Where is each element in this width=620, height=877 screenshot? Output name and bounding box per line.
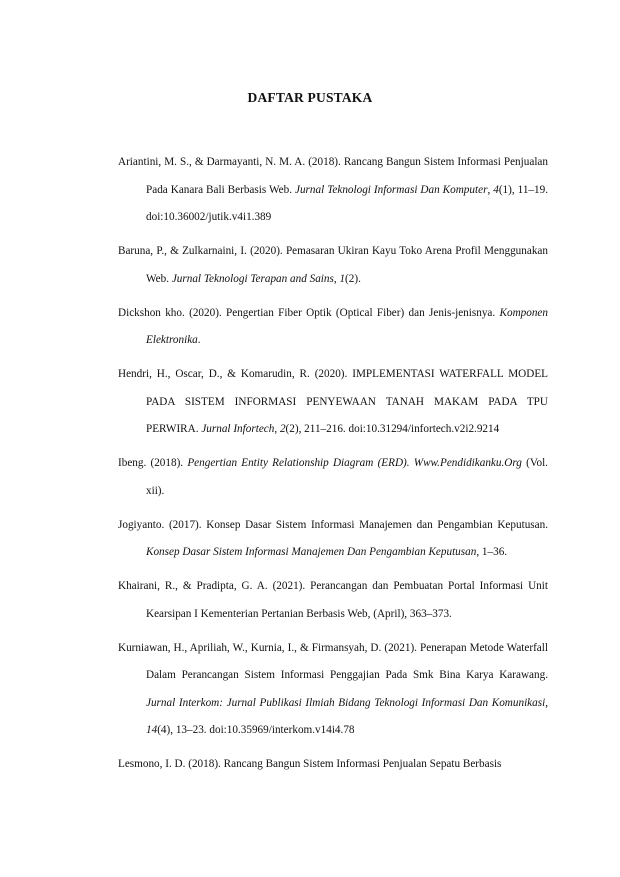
reference-list xyxy=(118,149,548,785)
reference-entry: Hendri, H., Oscar, D., & Komarudin, R. (2020). IMPLEMENTASI WATERFALL MODEL PADA SISTEM INFORMASI PENYEWAAN TANAH MAKAM PADA TPU PERWIRA. Jurnal Infortech, 2(2), 211–216. doi:10.31294/infortech.v2i2.9214 xyxy=(118,368,548,435)
page-title: DAFTAR PUSTAKA xyxy=(247,90,373,105)
reference-entry: Baruna, P., & Zulkarnaini, I. (2020). Pemasaran Ukiran Kayu Toko Arena Profil Menggunakan Web. Jurnal Teknologi Terapan and Sains, 1(2). xyxy=(118,245,548,285)
reference-entry: Ibeng. (2018). Pengertian Entity Relationship Diagram (ERD). Www.Pendidikanku.Org (Vol. xii). xyxy=(118,457,548,497)
reference-entry: Kurniawan, H., Apriliah, W., Kurnia, I., & Firmansyah, D. (2021). Penerapan Metode Waterfall Dalam Perancangan Sistem Informasi Penggajian Pada Smk Bina Karya Karawang. Jurnal Interkom: Jurnal Publikasi Ilmiah Bidang Teknologi Informasi Dan Komunikasi, 14(4), 13–23. doi:10.35969/interkom.v14i4.78 xyxy=(118,641,548,736)
reference-entry: Lesmono, I. D. (2018). Rancang Bangun Sistem Informasi Penjualan Sepatu Berbasis xyxy=(118,758,502,770)
reference-entry: Khairani, R., & Pradipta, G. A. (2021). Perancangan dan Pembuatan Portal Informasi Unit Kearsipan I Kementerian Pertanian Berbasis Web, (April), 363–373. xyxy=(118,580,548,620)
reference-entry: Ariantini, M. S., & Darmayanti, N. M. A. (2018). Rancang Bangun Sistem Informasi Penjualan Pada Kanara Bali Berbasis Web. Jurnal Teknologi Informasi Dan Komputer, 4(1), 11–19. doi:10.36002/jutik.v4i1.389 xyxy=(118,156,549,223)
reference-entry: Dickshon kho. (2020). Pengertian Fiber Optik (Optical Fiber) dan Jenis-jenisnya. Komponen Elektronika. xyxy=(118,306,548,346)
reference-entry: Jogiyanto. (2017). Konsep Dasar Sistem Informasi Manajemen dan Pengambian Keputusan. Konsep Dasar Sistem Informasi Manajemen Dan Pengambian Keputusan, 1–36. xyxy=(118,518,548,558)
